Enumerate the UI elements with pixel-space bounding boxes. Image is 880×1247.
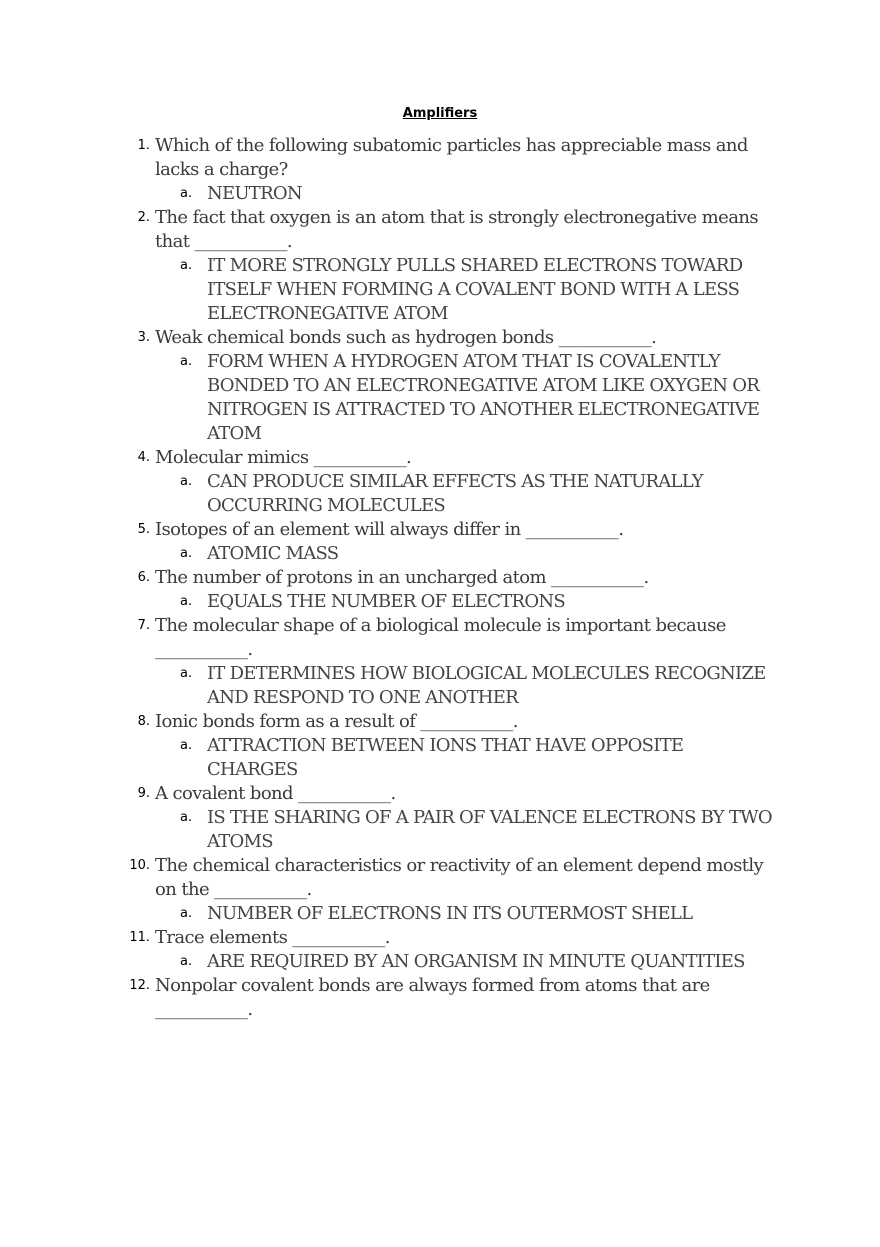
question-item [0, 710, 880, 782]
question-item [0, 566, 880, 614]
question-item [0, 134, 880, 206]
answer-letter: a. [180, 258, 193, 273]
answer-letter: a. [180, 738, 193, 753]
answer-item [0, 350, 880, 446]
answer-letter: a. [180, 354, 193, 369]
answer-letter: a. [180, 546, 193, 561]
question-text: Which of the following subatomic particles has appreciable mass and lacks a charge? [155, 135, 748, 180]
answer-text: IS THE SHARING OF A PAIR OF VALENCE ELECTRONS BY TWO ATOMS [207, 807, 772, 852]
question-item [0, 326, 880, 446]
question-text: Nonpolar covalent bonds are always formed from atoms that are ___________. [155, 975, 710, 1020]
answer-text: EQUALS THE NUMBER OF ELECTRONS [207, 591, 565, 612]
question-text: Molecular mimics ___________. [155, 447, 412, 468]
page-title: Amplifiers [402, 106, 478, 121]
answer-letter: a. [180, 906, 193, 921]
question-number: 2. [137, 210, 150, 225]
question-text: The chemical characteristics or reactivity of an element depend mostly on the ___________. [155, 855, 764, 900]
answer-letter: a. [180, 594, 193, 609]
question-item [0, 974, 880, 1022]
answer-text: ATOMIC MASS [207, 543, 339, 564]
answer-text: ARE REQUIRED BY AN ORGANISM IN MINUTE QUANTITIES [207, 951, 745, 972]
answer-item [0, 734, 880, 782]
answer-item [0, 254, 880, 326]
question-item [0, 854, 880, 926]
question-text: Weak chemical bonds such as hydrogen bonds ___________. [155, 327, 657, 348]
answer-text: CAN PRODUCE SIMILAR EFFECTS AS THE NATURALLY OCCURRING MOLECULES [207, 471, 703, 516]
question-item [0, 614, 880, 710]
answer-item [0, 950, 880, 974]
answer-item [0, 542, 880, 566]
question-number: 12. [129, 978, 150, 993]
question-text: The molecular shape of a biological molecule is important because ___________. [155, 615, 726, 660]
question-number: 1. [137, 138, 150, 153]
answer-item [0, 182, 880, 206]
question-number: 8. [137, 714, 150, 729]
question-number: 11. [129, 930, 150, 945]
answer-letter: a. [180, 474, 193, 489]
question-number: 3. [137, 330, 150, 345]
question-list [0, 134, 880, 1022]
question-item [0, 206, 880, 326]
question-text: The fact that oxygen is an atom that is strongly electronegative means that ___________. [155, 207, 758, 252]
answer-letter: a. [180, 810, 193, 825]
answer-item [0, 902, 880, 926]
question-number: 7. [137, 618, 150, 633]
answer-text: FORM WHEN A HYDROGEN ATOM THAT IS COVALENTLY BONDED TO AN ELECTRONEGATIVE ATOM LIKE OXYGEN OR NITROGEN IS ATTRACTED TO ANOTHER ELECTRONEGATIVE ATOM [207, 351, 760, 444]
answer-letter: a. [180, 186, 193, 201]
answer-text: ATTRACTION BETWEEN IONS THAT HAVE OPPOSITE CHARGES [207, 735, 684, 780]
answer-letter: a. [180, 954, 193, 969]
question-text: The number of protons in an uncharged atom ___________. [155, 567, 649, 588]
question-number: 9. [137, 786, 150, 801]
question-text: Ionic bonds form as a result of ___________. [155, 711, 518, 732]
question-item [0, 782, 880, 854]
question-item [0, 446, 880, 518]
question-number: 4. [137, 450, 150, 465]
question-text: A covalent bond ___________. [155, 783, 396, 804]
answer-text: IT DETERMINES HOW BIOLOGICAL MOLECULES RECOGNIZE AND RESPOND TO ONE ANOTHER [207, 663, 766, 708]
question-number: 10. [129, 858, 150, 873]
question-number: 5. [137, 522, 150, 537]
question-number: 6. [137, 570, 150, 585]
answer-text: IT MORE STRONGLY PULLS SHARED ELECTRONS TOWARD ITSELF WHEN FORMING A COVALENT BOND WITH A LESS ELECTRONEGATIVE ATOM [207, 255, 743, 324]
answer-text: NUMBER OF ELECTRONS IN ITS OUTERMOST SHELL [207, 903, 693, 924]
question-text: Trace elements ___________. [155, 927, 390, 948]
answer-item [0, 590, 880, 614]
answer-item [0, 806, 880, 854]
answer-text: NEUTRON [207, 183, 302, 204]
question-item [0, 518, 880, 566]
question-item [0, 926, 880, 974]
question-text: Isotopes of an element will always differ in ___________. [155, 519, 624, 540]
answer-item [0, 470, 880, 518]
answer-item [0, 662, 880, 710]
answer-letter: a. [180, 666, 193, 681]
